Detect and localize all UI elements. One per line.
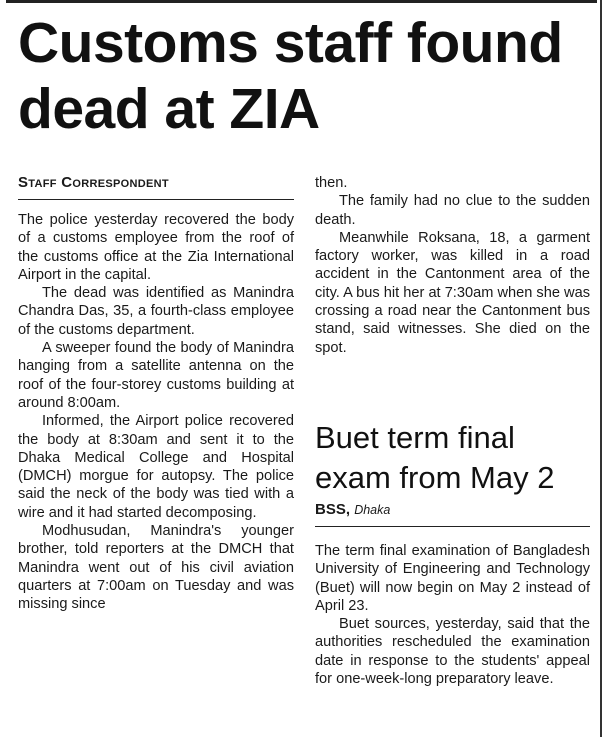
main-headline-line-1: Customs staff found	[18, 11, 563, 75]
main-paragraph-4: Informed, the Airport police recovered the body at 8:30am and sent it to the Dhaka Medical College and Hospital (DMCH) morgue for autopsy. The police said the neck of the body was tied with a wire and it had started decomposing.	[18, 413, 294, 521]
second-byline	[315, 501, 390, 518]
top-rule	[6, 0, 597, 3]
main-headline	[18, 10, 598, 142]
main-headline-line-2: dead at ZIA	[18, 77, 320, 141]
continuation-paragraph-1: then.	[315, 175, 348, 191]
second-byline-rule	[315, 526, 590, 527]
second-story-body	[315, 542, 590, 688]
second-paragraph-1: The term final examination of Bangladesh University of Engineering and Technology (Buet) will now begin on May 2 instead of April 23.	[315, 543, 590, 614]
continuation-paragraph-3: Meanwhile Roksana, 18, a garment factory worker, was killed in a road accident in the Cantonment area of the city. A bus hit her at 7:30am when she was crossing a road near the Cantonment bus stand, said witnesses. She died on the spot.	[315, 229, 590, 356]
continuation-paragraph-2: The family had no clue to the sudden death.	[315, 193, 590, 228]
right-border-rule	[600, 0, 602, 737]
main-paragraph-1: The police yesterday recovered the body of a customs employee from the roof of the customs office at the Zia International Airport in the capital.	[18, 212, 294, 283]
second-paragraph-2: Buet sources, yesterday, said that the authorities rescheduled the examination date in response to the students' appeal for one-week-long preparatory leave.	[315, 616, 590, 688]
main-story-column-right	[315, 174, 590, 357]
main-paragraph-5: Modhusudan, Manindra's younger brother, told reporters at the DMCH that Manindra went out of his civil aviation quarters at 7:00am on Tuesday and was missing since	[18, 523, 294, 613]
main-byline: Staff Correspondent	[18, 174, 169, 191]
agency-name: BSS,	[315, 501, 351, 518]
main-paragraph-3: A sweeper found the body of Manindra hanging from a satellite antenna on the roof of the four-storey customs building at around 8:00am.	[18, 340, 294, 411]
dateline-location: Dhaka	[354, 503, 391, 517]
second-headline-line-1: Buet term final	[315, 420, 515, 455]
main-story-column-left	[18, 211, 294, 614]
second-headline-line-2: exam from May 2	[315, 460, 555, 495]
main-paragraph-2: The dead was identified as Manindra Chandra Das, 35, a fourth-class employee of the customs department.	[18, 285, 294, 338]
byline-rule	[18, 199, 294, 200]
second-headline	[315, 418, 597, 498]
